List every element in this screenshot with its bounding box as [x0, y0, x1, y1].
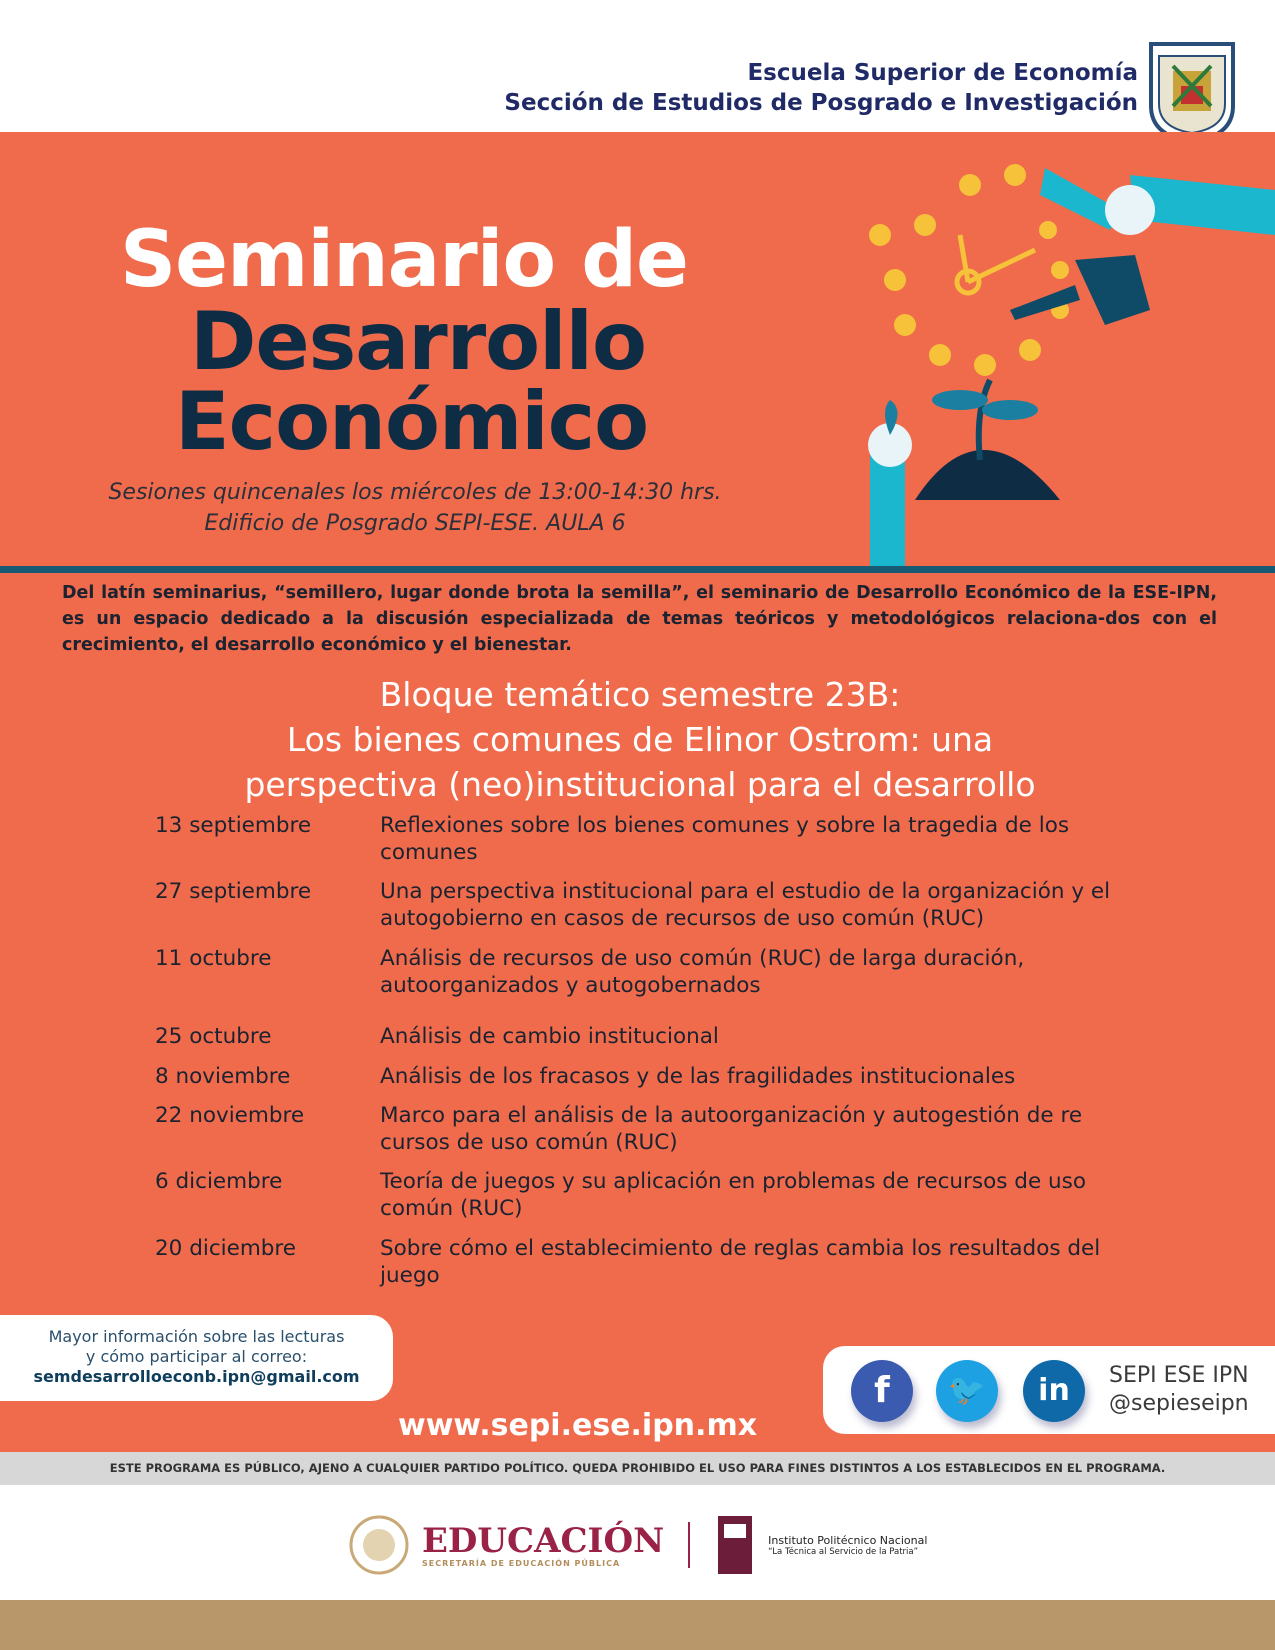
bloque-line-3: perspectiva (neo)institucional para el desarrollo [244, 765, 1036, 804]
session-date: 13 septiembre [155, 813, 312, 838]
schedule-row [155, 1168, 1140, 1222]
contact-line-2: y cómo participar al correo: [85, 1347, 308, 1366]
session-date: 25 octubre [155, 1024, 272, 1049]
social-handle[interactable]: @sepieseipn [1109, 1391, 1249, 1416]
subtitle [70, 477, 760, 539]
educacion-logo-text: EDUCACIÓN [422, 1520, 665, 1561]
header-school-name [504, 58, 1138, 118]
session-topic: Teoría de juegos y su aplicación en problemas de recursos de uso común (RUC) [380, 1169, 1086, 1221]
session-topic: Análisis de recursos de uso común (RUC) de larga duración, autoorganizados y autogobernados [380, 946, 1025, 998]
footer-logos [348, 1510, 927, 1580]
session-topic: Análisis de cambio institucional [380, 1024, 719, 1049]
disclaimer: ESTE PROGRAMA ES PÚBLICO, AJENO A CUALQUIER PARTIDO POLÍTICO. QUEDA PROHIBIDO EL USO PARA FINES DISTINTOS A LOS ESTABLECIDOS EN EL PROGRAMA. [0, 1452, 1275, 1485]
social-box [823, 1346, 1275, 1434]
schedule-row [155, 945, 1140, 999]
contact-email-link[interactable]: semdesarrolloeconb.ipn@gmail.com [33, 1367, 360, 1386]
clock-icon [957, 235, 1035, 293]
bloque-line-2: Los bienes comunes de Elinor Ostrom: una [286, 720, 994, 759]
twitter-icon[interactable]: 🐦 [936, 1360, 998, 1422]
logo-divider [688, 1522, 690, 1568]
schedule-time: Sesiones quincenales los miércoles de 13:00-14:30 hrs. [108, 480, 722, 505]
schedule-row [155, 1063, 1140, 1090]
title-line-2: Desarrollo [190, 295, 646, 388]
session-date: 27 septiembre [155, 879, 312, 904]
session-topic: Una perspectiva institucional para el estudio de la organización y el autogobierno en casos de recursos de uso común (RUC) [380, 879, 1111, 931]
linkedin-icon[interactable]: in [1023, 1360, 1085, 1422]
session-topic: Marco para el análisis de la autoorganización y autogestión de re cursos de uso común (RUC) [380, 1103, 1083, 1155]
ipn-motto: “La Técnica al Servicio de la Patria” [768, 1546, 919, 1557]
session-topic: Reflexiones sobre los bienes comunes y sobre la tragedia de los comunes [380, 813, 1070, 865]
ese-crest-logo [1143, 36, 1241, 144]
contact-box [0, 1315, 393, 1401]
session-topic: Análisis de los fracasos y de las fragilidades institucionales [380, 1064, 1016, 1089]
ipn-logo-icon [714, 1514, 756, 1576]
title-line-3: Económico [175, 375, 649, 468]
footer-bar [0, 1600, 1275, 1650]
schedule-row [155, 1102, 1140, 1156]
contact-line-1: Mayor información sobre las lecturas [48, 1327, 345, 1346]
schedule-row [155, 1235, 1140, 1289]
ipn-name: Instituto Politécnico Nacional [768, 1533, 928, 1547]
plant-icon [979, 380, 990, 460]
website-link[interactable]: www.sepi.ese.ipn.mx [398, 1408, 758, 1443]
thematic-block-title [150, 672, 1130, 807]
sep-subtitle: SECRETARÍA DE EDUCACIÓN PÚBLICA [422, 1558, 621, 1568]
intro-paragraph: Del latín seminarius, “semillero, lugar donde brota la semilla”, el seminario de Desarrollo Económico de la ESE-IPN, es un espacio dedicado a la discusión especializada de temas teóricos y metodológicos relaciona-dos con el crecimiento, el desarrollo económico y el bienestar. [62, 583, 1217, 655]
growth-illustration [860, 160, 1275, 570]
location: Edificio de Posgrado SEPI-ESE. AULA 6 [204, 511, 626, 536]
session-date: 11 octubre [155, 946, 272, 971]
soil-mound [915, 450, 1060, 500]
section-name: Sección de Estudios de Posgrado e Investigación [504, 90, 1138, 116]
facebook-icon[interactable]: f [851, 1360, 913, 1422]
bloque-line-1: Bloque temático semestre 23B: [379, 675, 901, 714]
schedule-row [155, 1023, 1140, 1050]
session-topic: Sobre cómo el establecimiento de reglas cambia los resultados del juego [380, 1236, 1101, 1288]
session-date: 8 noviembre [155, 1064, 291, 1089]
hand-icon [1105, 185, 1155, 235]
lower-arm-icon [870, 450, 905, 570]
session-date: 22 noviembre [155, 1103, 305, 1128]
divider-band [0, 566, 1275, 573]
mexico-seal-icon [348, 1514, 410, 1576]
session-date: 6 diciembre [155, 1169, 283, 1194]
social-name: SEPI ESE IPN [1109, 1363, 1249, 1388]
school-name: Escuela Superior de Economía [747, 60, 1138, 86]
watering-can-icon [1075, 255, 1150, 325]
title-line-1: Seminario de [120, 215, 688, 305]
schedule-row [155, 812, 1140, 866]
session-date: 20 diciembre [155, 1236, 297, 1261]
schedule-row [155, 878, 1140, 932]
